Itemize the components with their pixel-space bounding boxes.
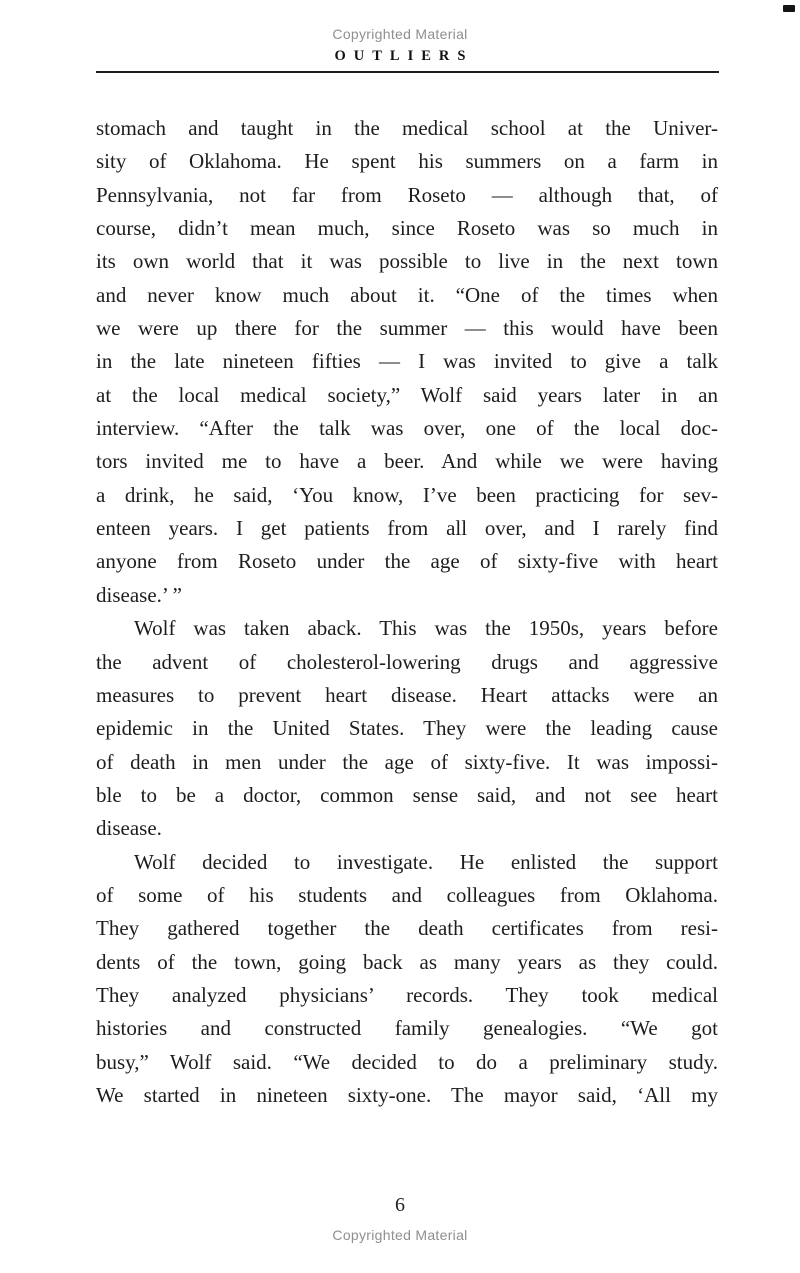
text-line: its own world that it was possible to live in the next town xyxy=(96,249,718,274)
copyright-notice-top: Copyrighted Material xyxy=(332,26,468,42)
text-line: in the late nineteen fifties — I was invited to give a talk xyxy=(96,349,718,374)
text-line: Pennsylvania, not far from Roseto — although that, of xyxy=(96,182,718,207)
text-line: epidemic in the United States. They were the leading cause xyxy=(96,716,718,741)
text-line: measures to prevent heart disease. Heart attacks were an xyxy=(96,682,718,707)
paragraph xyxy=(96,612,718,845)
text-line: of death in men under the age of sixty-five. It was impossi- xyxy=(96,749,718,774)
text-line: a drink, he said, ‘You know, I’ve been practicing for sev- xyxy=(96,482,718,507)
text-line: interview. “After the talk was over, one of the local doc- xyxy=(96,416,718,441)
text-line: and never know much about it. “One of the times when xyxy=(96,282,718,307)
paragraph xyxy=(96,112,718,612)
book-title: OUTLIERS xyxy=(334,48,474,64)
text-line: at the local medical society,” Wolf said years later in an xyxy=(96,382,718,407)
text-line: enteen years. I get patients from all over, and I rarely find xyxy=(96,516,718,541)
text-line: tors invited me to have a beer. And while we were having xyxy=(96,449,718,474)
text-line: of some of his students and colleagues from Oklahoma. xyxy=(96,882,718,907)
text-line: We started in nineteen sixty-one. The mayor said, ‘All my xyxy=(96,1082,718,1107)
text-line: They analyzed physicians’ records. They took medical xyxy=(96,982,718,1007)
text-line: dents of the town, going back as many years as they could. xyxy=(96,949,718,974)
copyright-notice-bottom: Copyrighted Material xyxy=(332,1227,468,1243)
text-line: busy,” Wolf said. “We decided to do a preliminary study. xyxy=(96,1049,718,1074)
text-line: we were up there for the summer — this would have been xyxy=(96,316,718,341)
text-line: Wolf decided to investigate. He enlisted the support xyxy=(134,849,718,874)
text-line: disease.’ ” xyxy=(96,582,182,607)
text-line: histories and constructed family genealogies. “We got xyxy=(96,1016,718,1041)
scan-artifact xyxy=(783,5,795,12)
text-line: the advent of cholesterol-lowering drugs and aggressive xyxy=(96,649,718,674)
page-number: 6 xyxy=(395,1194,405,1216)
text-line: course, didn’t mean much, since Roseto was so much in xyxy=(96,216,718,241)
text-line: disease. xyxy=(96,816,162,841)
paragraph xyxy=(96,846,718,1113)
text-line: sity of Oklahoma. He spent his summers on a farm in xyxy=(96,149,718,174)
text-line: Wolf was taken aback. This was the 1950s, years before xyxy=(134,616,718,641)
text-line: stomach and taught in the medical school at the Univer- xyxy=(96,116,718,140)
text-line: anyone from Roseto under the age of sixty-five with heart xyxy=(96,549,718,574)
header-rule xyxy=(96,71,719,73)
text-line: ble to be a doctor, common sense said, and not see heart xyxy=(96,782,718,807)
page-body xyxy=(96,112,718,1112)
text-line: They gathered together the death certificates from resi- xyxy=(96,916,718,941)
